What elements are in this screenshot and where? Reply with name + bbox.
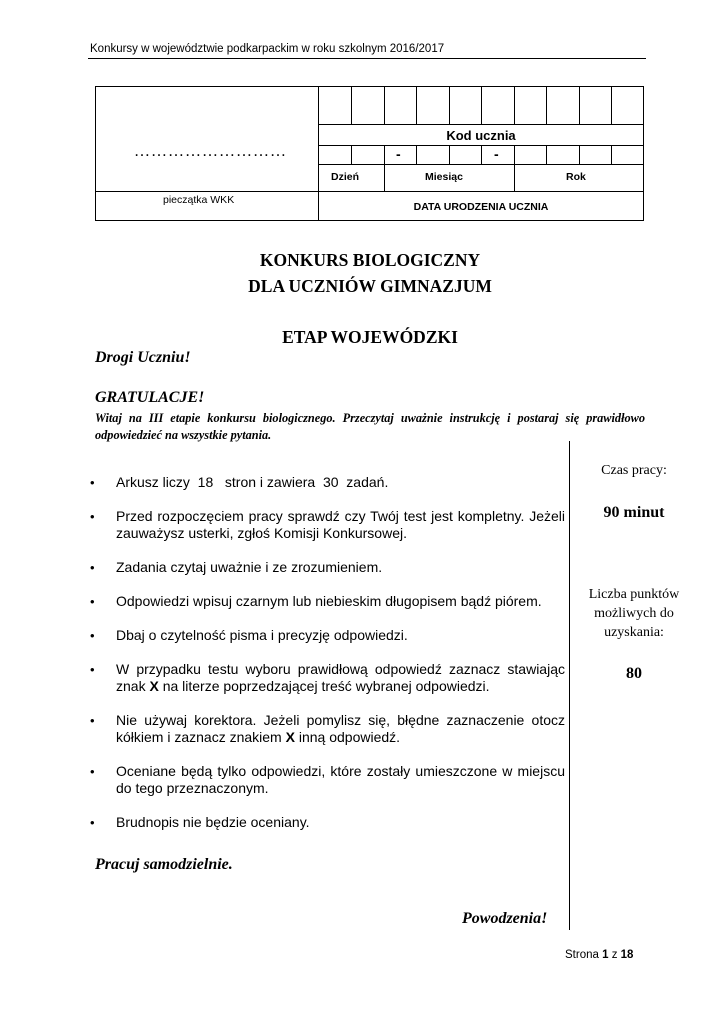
- page-total: 18: [620, 949, 634, 961]
- list-item: [90, 508, 565, 542]
- rule-text-corrector: [116, 712, 565, 745]
- stamp-label: pieczątka WKK: [163, 194, 235, 206]
- bullet-icon: •: [90, 560, 95, 575]
- title-line-1: KONKURS BIOLOGICZNY: [259, 250, 481, 270]
- list-item: [90, 814, 565, 831]
- rule-text-part: na literze poprzedzającej treść wybranej odpowiedzi.: [158, 678, 490, 694]
- date-row-bottom: [318, 164, 644, 165]
- good-luck-note: Powodzenia!: [462, 910, 548, 927]
- date-box-line: [351, 145, 352, 164]
- rule-text: Arkusz liczy 18 stron i zawiera 30 zadań.: [116, 474, 389, 490]
- code-box-line: [449, 86, 450, 124]
- header-note: Konkursy w województwie podkarpackim w roku szkolnym 2016/2017: [90, 43, 445, 55]
- rule-text-part: inną odpowiedź.: [294, 729, 401, 745]
- intro-text: Witaj na III etapie konkursu biologicznego. Przeczytaj uważnie instrukcję i postaraj się prawidłowo odpowiedzieć na wszystkie pytania.: [95, 411, 645, 442]
- rule-text-part: W przypadku testu wyboru prawidłową odpowiedź zaznacz stawiając znak: [116, 661, 565, 694]
- time-label: Czas pracy:: [601, 463, 667, 478]
- date-separator: -: [396, 146, 401, 162]
- month-label: Miesiąc: [425, 171, 463, 183]
- date-box-line: [481, 145, 482, 164]
- rule-text: Oceniane będą tylko odpowiedzi, które zostały umieszczone w miejscu do tego przeznaczonym.: [116, 763, 565, 796]
- rule-text: Odpowiedzi wpisuj czarnym lub niebieskim długopisem bądź piórem.: [116, 593, 542, 609]
- rule-text: Dbaj o czytelność pisma i precyzję odpowiedzi.: [116, 627, 408, 643]
- bullet-icon: •: [90, 509, 95, 524]
- bullet-icon: •: [90, 764, 95, 779]
- code-row-bottom: [318, 124, 644, 125]
- time-value: 90 minut: [603, 504, 665, 521]
- list-item: [90, 763, 565, 797]
- rule-text: Zadania czytaj uważnie i ze zrozumieniem.: [116, 559, 383, 575]
- bullet-icon: •: [90, 594, 95, 609]
- list-item: [90, 559, 565, 576]
- page-current: 1: [602, 949, 609, 961]
- labels-row-bottom: [95, 191, 644, 192]
- points-value: 80: [626, 665, 642, 682]
- congratulations: GRATULACJE!: [95, 389, 205, 406]
- list-item: [90, 627, 565, 644]
- code-box-line: [611, 86, 612, 124]
- work-alone-note: Pracuj samodzielnie.: [95, 856, 233, 873]
- points-label: Liczba punktów możliwych do uzyskania:: [588, 587, 680, 640]
- list-item: [90, 661, 565, 695]
- greeting: Drogi Uczniu!: [95, 349, 191, 366]
- date-box-line: [546, 145, 547, 164]
- bullet-icon: •: [90, 628, 95, 643]
- code-box-line: [384, 86, 385, 124]
- stage-title: ETAP WOJEWÓDZKI: [282, 327, 458, 347]
- list-item: [90, 474, 565, 491]
- mark-x: X: [149, 678, 159, 694]
- title-line-2: DLA UCZNIÓW GIMNAZJUM: [248, 276, 492, 296]
- date-box-line: [611, 145, 612, 164]
- rule-text-part: Nie używaj korektora. Jeżeli pomylisz się, błędne zaznaczenie otocz kółkiem i zaznacz znakiem: [116, 712, 565, 745]
- code-box-line: [416, 86, 417, 124]
- date-box-line: [514, 145, 515, 191]
- bullet-icon: •: [90, 475, 95, 490]
- stamp-placeholder-dots: ………………………: [134, 143, 287, 160]
- bullet-icon: •: [90, 815, 95, 830]
- year-label: Rok: [566, 171, 586, 183]
- page-of: z: [611, 949, 618, 961]
- date-box-line: [579, 145, 580, 164]
- date-separator: -: [494, 146, 499, 162]
- code-box-line: [514, 86, 515, 124]
- rule-text: Przed rozpoczęciem pracy sprawdź czy Twój test jest kompletny. Jeżeli zauważysz usterki, zgłoś Komisji Konkursowej.: [116, 508, 565, 541]
- student-code-label: Kod ucznia: [446, 128, 516, 143]
- instructions-list: [90, 474, 565, 848]
- date-box-line: [416, 145, 417, 164]
- code-box-line: [351, 86, 352, 124]
- rule-text: Brudnopis nie będzie oceniany.: [116, 814, 310, 830]
- birth-date-label: DATA URODZENIA UCZNIA: [413, 201, 549, 213]
- date-box-line: [384, 145, 385, 191]
- list-item: [90, 593, 565, 610]
- rule-text-choice: [116, 661, 565, 694]
- page-number: [565, 949, 633, 961]
- code-box-line: [546, 86, 547, 124]
- mark-x: X: [285, 729, 295, 745]
- list-item: [90, 712, 565, 746]
- bullet-icon: •: [90, 713, 95, 728]
- code-box-line: [481, 86, 482, 124]
- bullet-icon: •: [90, 662, 95, 677]
- code-box-line: [579, 86, 580, 124]
- page-word: Strona: [565, 949, 599, 961]
- date-box-line: [449, 145, 450, 164]
- header-rule: [88, 58, 646, 59]
- day-label: Dzień: [331, 171, 360, 183]
